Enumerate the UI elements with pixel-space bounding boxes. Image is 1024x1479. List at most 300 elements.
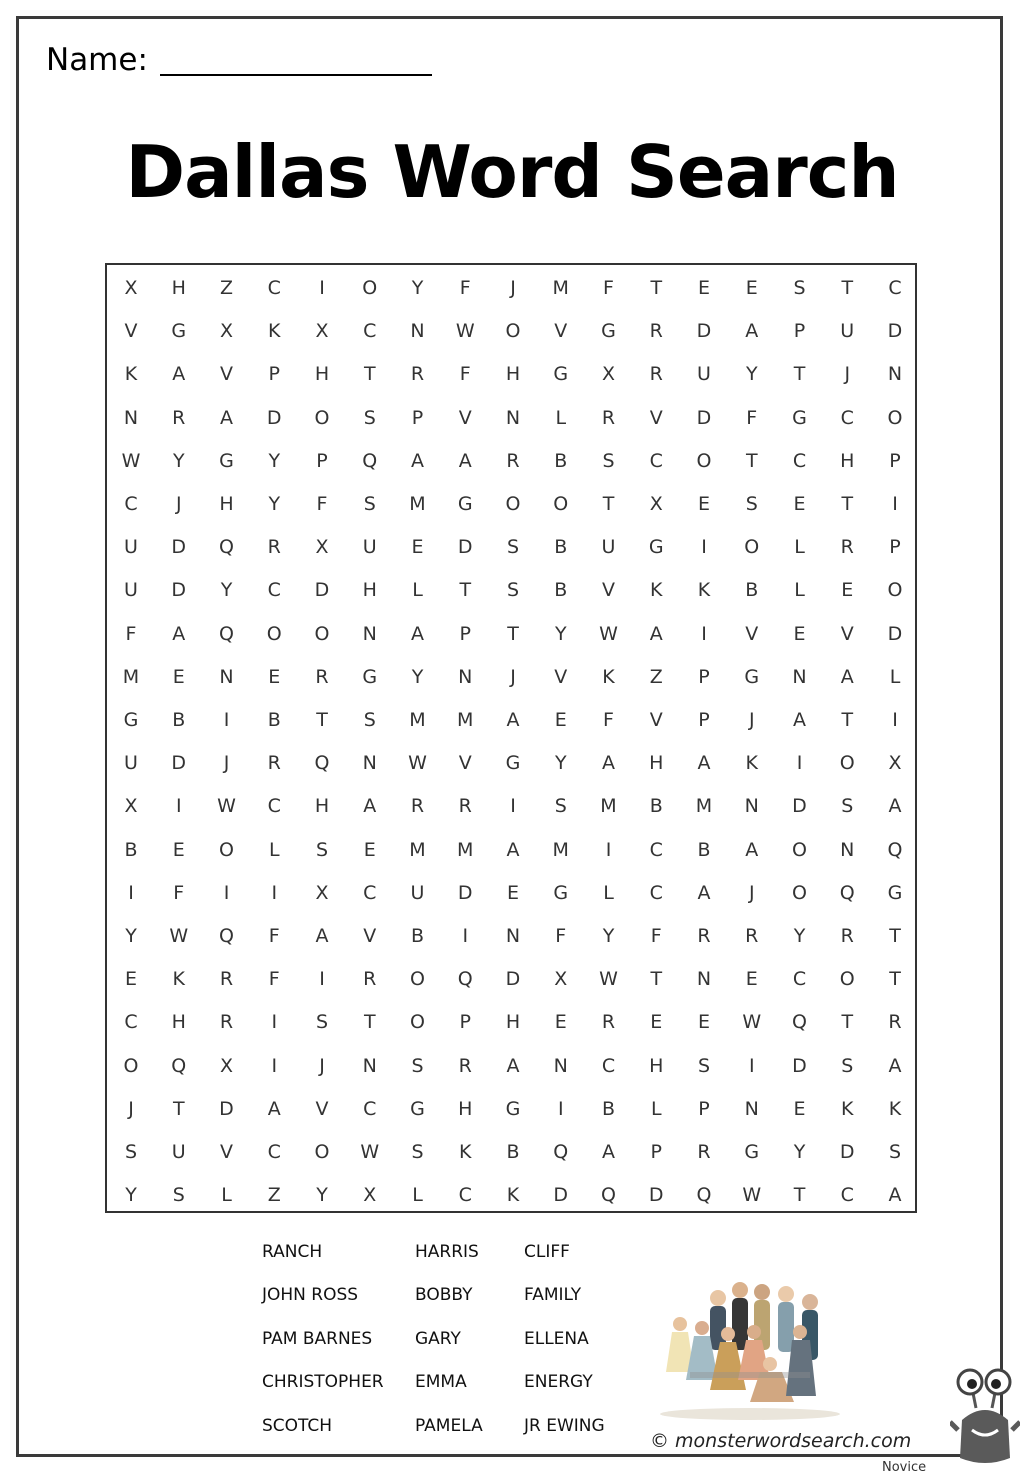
grid-letter[interactable]: S [124,1141,138,1163]
grid-letter[interactable]: K [506,1184,520,1207]
grid-letter[interactable]: A [220,406,233,429]
grid-letter[interactable]: W [599,622,618,645]
grid-letter[interactable]: P [698,1097,710,1120]
grid-letter[interactable]: S [411,1054,424,1077]
grid-letter[interactable]: Y [554,622,567,645]
grid-letter[interactable]: A [649,622,663,645]
grid-letter[interactable]: V [649,709,663,731]
grid-letter[interactable]: K [602,665,615,688]
grid-letter[interactable]: E [745,968,758,991]
grid-letter[interactable]: P [411,406,424,429]
grid-letter[interactable]: T [316,709,328,731]
grid-letter[interactable]: V [649,406,663,429]
grid-letter[interactable]: R [697,925,711,947]
grid-letter[interactable]: I [748,1054,755,1077]
grid-letter[interactable]: Q [553,1141,569,1163]
grid-letter[interactable]: O [219,838,234,861]
grid-letter[interactable]: H [505,1011,521,1034]
grid-letter[interactable]: A [697,752,711,775]
grid-letter[interactable]: R [315,665,329,688]
grid-letter[interactable]: A [506,709,520,731]
grid-letter[interactable]: Y [602,925,615,947]
grid-letter[interactable]: S [602,449,615,472]
grid-letter[interactable]: I [892,709,898,731]
grid-letter[interactable]: W [217,795,236,818]
grid-letter[interactable]: C [792,968,807,991]
grid-letter[interactable]: S [363,493,376,515]
grid-letter[interactable]: H [362,579,377,602]
grid-letter[interactable]: Q [219,925,234,947]
grid-letter[interactable]: H [505,363,521,386]
grid-letter[interactable]: P [793,320,806,343]
grid-letter[interactable]: A [267,1097,281,1120]
grid-letter[interactable]: M [122,665,140,688]
grid-letter[interactable]: Y [411,665,424,688]
grid-letter[interactable]: R [601,406,616,429]
grid-letter[interactable]: G [219,449,234,472]
grid-letter[interactable]: G [744,665,760,688]
grid-letter[interactable]: B [267,709,281,731]
grid-letter[interactable]: J [223,752,230,775]
grid-letter[interactable]: N [887,363,903,386]
grid-letter[interactable]: I [462,925,469,947]
grid-letter[interactable]: E [172,665,185,688]
grid-letter[interactable]: O [410,1011,425,1034]
grid-letter[interactable]: G [505,752,521,775]
grid-letter[interactable]: D [792,795,807,818]
grid-letter[interactable]: D [457,881,473,904]
grid-letter[interactable]: D [457,536,473,559]
grid-letter[interactable]: N [792,665,807,688]
grid-letter[interactable]: J [844,363,851,386]
grid-letter[interactable]: O [410,968,425,991]
grid-letter[interactable]: O [744,536,760,559]
grid-letter[interactable]: M [695,795,713,818]
grid-letter[interactable]: T [650,277,663,299]
grid-letter[interactable]: Q [696,1184,712,1207]
grid-letter[interactable]: P [889,536,901,559]
grid-letter[interactable]: C [792,449,807,472]
grid-letter[interactable]: G [457,493,473,515]
grid-letter[interactable]: C [363,1097,377,1120]
grid-letter[interactable]: J [748,709,755,731]
grid-letter[interactable]: Z [219,277,234,299]
grid-letter[interactable]: O [123,1054,139,1077]
grid-letter[interactable]: G [887,881,903,904]
grid-letter[interactable]: R [697,1141,711,1163]
grid-letter[interactable]: P [459,1011,471,1034]
grid-letter[interactable]: X [315,536,329,559]
grid-letter[interactable]: F [173,881,185,904]
grid-letter[interactable]: P [650,1141,662,1163]
grid-letter[interactable]: B [506,1141,520,1163]
grid-letter[interactable]: O [314,622,330,645]
grid-letter[interactable]: N [362,1054,377,1077]
grid-letter[interactable]: A [458,449,472,472]
grid-letter[interactable]: H [171,1011,186,1034]
grid-letter[interactable]: V [745,622,759,645]
grid-letter[interactable]: G [792,406,807,429]
grid-letter[interactable]: P [698,709,710,731]
grid-letter[interactable]: T [793,1184,806,1207]
grid-letter[interactable]: D [696,406,712,429]
grid-letter[interactable]: N [458,665,473,688]
grid-letter[interactable]: U [697,363,711,386]
grid-letter[interactable]: C [458,1184,472,1207]
grid-letter[interactable]: C [649,449,663,472]
grid-letter[interactable]: D [314,579,330,602]
grid-letter[interactable]: I [271,1054,278,1077]
grid-letter[interactable]: A [840,665,854,688]
grid-letter[interactable]: E [697,1011,710,1034]
grid-letter[interactable]: K [172,968,185,991]
grid-letter[interactable]: S [315,838,329,861]
grid-letter[interactable]: A [888,1054,902,1077]
grid-letter[interactable]: G [505,1097,521,1120]
grid-letter[interactable]: D [792,1054,807,1077]
grid-letter[interactable]: V [220,1141,233,1163]
grid-letter[interactable]: L [794,579,805,602]
grid-letter[interactable]: P [316,449,328,472]
grid-letter[interactable]: A [793,709,806,731]
grid-letter[interactable]: A [602,1141,615,1163]
grid-letter[interactable]: T [172,1097,185,1120]
grid-letter[interactable]: N [362,622,377,645]
grid-letter[interactable]: A [363,795,377,818]
grid-letter[interactable]: F [125,622,137,645]
grid-letter[interactable]: E [745,277,758,299]
grid-letter[interactable]: Y [125,925,137,947]
grid-letter[interactable]: M [552,277,569,299]
grid-letter[interactable]: Y [268,493,281,515]
grid-letter[interactable]: S [745,493,758,515]
grid-letter[interactable]: A [172,363,186,386]
grid-letter[interactable]: H [314,363,330,386]
grid-letter[interactable]: E [554,1011,567,1034]
grid-letter[interactable]: U [601,536,616,559]
grid-letter[interactable]: E [793,622,806,645]
grid-letter[interactable]: W [742,1184,762,1207]
grid-letter[interactable]: I [319,968,325,991]
grid-letter[interactable]: N [744,1097,759,1120]
grid-letter[interactable]: R [219,968,234,991]
grid-letter[interactable]: E [124,968,137,991]
grid-letter[interactable]: T [602,493,615,515]
grid-letter[interactable]: W [169,925,189,947]
grid-letter[interactable]: J [748,881,755,904]
grid-letter[interactable]: J [510,277,516,299]
grid-letter[interactable]: V [458,752,472,775]
grid-letter[interactable]: R [888,1011,902,1034]
grid-letter[interactable]: R [649,320,663,343]
grid-letter[interactable]: O [314,406,330,429]
grid-letter[interactable]: K [268,320,281,343]
grid-letter[interactable]: B [601,1097,616,1120]
grid-letter[interactable]: X [554,968,568,991]
grid-letter[interactable]: I [510,795,516,818]
grid-letter[interactable]: S [697,1054,711,1077]
grid-letter[interactable]: W [121,449,141,472]
grid-letter[interactable]: B [410,925,425,947]
grid-letter[interactable]: L [889,665,901,688]
grid-letter[interactable]: B [554,449,568,472]
grid-letter[interactable]: A [411,449,424,472]
grid-letter[interactable]: A [745,320,759,343]
grid-letter[interactable]: Q [601,1184,616,1207]
grid-letter[interactable]: A [411,622,424,645]
grid-letter[interactable]: R [410,795,425,818]
grid-letter[interactable]: R [267,536,281,559]
grid-letter[interactable]: O [696,449,712,472]
grid-letter[interactable]: T [459,579,472,602]
grid-letter[interactable]: I [223,881,230,904]
grid-letter[interactable]: U [171,1141,186,1163]
grid-letter[interactable]: Y [411,277,424,299]
grid-letter[interactable]: I [223,709,230,731]
grid-letter[interactable]: X [124,795,138,818]
grid-letter[interactable]: A [602,752,615,775]
grid-letter[interactable]: C [601,1054,616,1077]
grid-letter[interactable]: E [411,536,424,559]
grid-letter[interactable]: Y [793,925,806,947]
grid-letter[interactable]: R [172,406,186,429]
grid-letter[interactable]: C [267,579,281,602]
grid-letter[interactable]: E [650,1011,663,1034]
grid-letter[interactable]: A [888,795,902,818]
grid-letter[interactable]: X [219,1054,234,1077]
grid-letter[interactable]: S [888,1141,902,1163]
grid-letter[interactable]: A [697,881,711,904]
grid-letter[interactable]: H [840,449,855,472]
grid-letter[interactable]: C [267,277,281,299]
grid-letter[interactable]: S [363,406,376,429]
grid-letter[interactable]: B [124,838,138,861]
grid-letter[interactable]: A [172,622,186,645]
grid-letter[interactable]: T [650,968,663,991]
grid-letter[interactable]: T [841,709,854,731]
grid-letter[interactable]: J [128,1097,134,1120]
grid-letter[interactable]: U [124,752,138,775]
grid-letter[interactable]: H [171,277,186,299]
grid-letter[interactable]: H [649,1054,664,1077]
grid-letter[interactable]: T [363,1011,376,1034]
grid-letter[interactable]: C [267,1141,281,1163]
grid-letter[interactable]: Q [839,881,855,904]
grid-letter[interactable]: Z [649,665,663,688]
grid-letter[interactable]: E [363,838,376,861]
grid-letter[interactable]: M [457,838,474,861]
grid-letter[interactable]: I [892,493,898,515]
grid-letter[interactable]: R [458,1054,472,1077]
grid-letter[interactable]: F [459,363,471,386]
grid-letter[interactable]: Q [171,1054,187,1077]
grid-letter[interactable]: X [315,320,329,343]
grid-letter[interactable]: Y [316,1184,328,1207]
grid-letter[interactable]: V [458,406,472,429]
grid-letter[interactable]: R [410,363,425,386]
grid-letter[interactable]: A [745,838,759,861]
grid-letter[interactable]: Q [219,536,234,559]
grid-letter[interactable]: G [553,363,569,386]
grid-letter[interactable]: O [314,1141,330,1163]
grid-letter[interactable]: U [410,881,425,904]
grid-letter[interactable]: E [697,277,710,299]
grid-letter[interactable]: Q [887,838,903,861]
grid-letter[interactable]: D [648,1184,664,1207]
grid-letter[interactable]: U [362,536,377,559]
grid-letter[interactable]: S [554,795,567,818]
grid-letter[interactable]: F [268,968,280,991]
grid-letter[interactable]: R [267,752,281,775]
grid-letter[interactable]: I [605,838,612,861]
grid-letter[interactable]: Y [172,449,185,472]
grid-letter[interactable]: U [124,536,138,559]
grid-letter[interactable]: F [650,925,662,947]
grid-letter[interactable]: G [553,881,569,904]
grid-letter[interactable]: G [648,536,664,559]
grid-letter[interactable]: Q [314,752,330,775]
grid-letter[interactable]: G [123,709,139,731]
grid-letter[interactable]: R [506,449,520,472]
grid-letter[interactable]: S [363,709,376,731]
grid-letter[interactable]: I [796,752,803,775]
grid-letter[interactable]: C [363,881,377,904]
grid-letter[interactable]: N [696,968,712,991]
grid-letter[interactable]: N [744,795,759,818]
grid-letter[interactable]: A [506,1054,520,1077]
grid-letter[interactable]: G [362,665,378,688]
grid-letter[interactable]: L [603,881,614,904]
grid-letter[interactable]: C [124,493,138,515]
grid-letter[interactable]: W [408,752,427,775]
grid-letter[interactable]: V [554,665,568,688]
grid-letter[interactable]: K [841,1097,854,1120]
grid-letter[interactable]: X [315,881,329,904]
grid-letter[interactable]: F [268,925,280,947]
grid-letter[interactable]: T [363,363,376,386]
grid-letter[interactable]: P [698,665,710,688]
grid-letter[interactable]: O [887,406,903,429]
grid-letter[interactable]: C [267,795,281,818]
grid-letter[interactable]: G [601,320,616,343]
grid-letter[interactable]: Q [457,968,473,991]
grid-letter[interactable]: S [841,1054,854,1077]
grid-letter[interactable]: B [697,838,711,861]
grid-letter[interactable]: J [175,493,182,515]
grid-letter[interactable]: S [172,1184,185,1207]
grid-letter[interactable]: U [124,579,138,602]
grid-letter[interactable]: O [505,320,521,343]
grid-letter[interactable]: G [171,320,187,343]
grid-letter[interactable]: R [745,925,759,947]
grid-letter[interactable]: E [793,1097,806,1120]
grid-letter[interactable]: X [219,320,234,343]
grid-letter[interactable]: H [219,493,234,515]
grid-letter[interactable]: N [123,406,139,429]
grid-letter[interactable]: P [889,449,901,472]
grid-letter[interactable]: D [839,1141,855,1163]
grid-letter[interactable]: M [552,838,569,861]
grid-letter[interactable]: A [888,1184,902,1207]
grid-letter[interactable]: D [887,622,903,645]
grid-letter[interactable]: Y [793,1141,806,1163]
grid-letter[interactable]: I [701,536,707,559]
grid-letter[interactable]: O [792,881,807,904]
grid-letter[interactable]: D [505,968,521,991]
name-write-line[interactable] [160,40,432,76]
grid-letter[interactable]: K [745,752,758,775]
grid-letter[interactable]: L [412,1184,423,1207]
grid-letter[interactable]: S [315,1011,329,1034]
grid-letter[interactable]: K [697,579,711,602]
grid-letter[interactable]: I [175,795,182,818]
grid-letter[interactable]: V [363,925,377,947]
grid-letter[interactable]: V [840,622,854,645]
grid-letter[interactable]: X [363,1184,377,1207]
grid-letter[interactable]: A [315,925,329,947]
grid-letter[interactable]: G [744,1141,760,1163]
grid-letter[interactable]: N [505,925,521,947]
grid-letter[interactable]: X [888,752,902,775]
grid-letter[interactable]: M [600,795,617,818]
grid-letter[interactable]: W [599,968,618,991]
grid-letter[interactable]: D [696,320,712,343]
grid-letter[interactable]: D [266,406,282,429]
grid-letter[interactable]: U [840,320,855,343]
grid-letter[interactable]: E [172,838,185,861]
grid-letter[interactable]: M [457,709,474,731]
grid-letter[interactable]: A [506,838,520,861]
grid-letter[interactable]: N [553,1054,568,1077]
grid-letter[interactable]: O [362,277,378,299]
grid-letter[interactable]: B [649,795,663,818]
grid-letter[interactable]: D [171,536,187,559]
grid-letter[interactable]: S [506,536,520,559]
grid-letter[interactable]: C [649,881,663,904]
grid-letter[interactable]: R [219,1011,234,1034]
grid-letter[interactable]: F [603,277,614,299]
grid-letter[interactable]: W [742,1011,762,1034]
grid-letter[interactable]: T [841,277,854,299]
grid-letter[interactable]: E [793,493,806,515]
grid-letter[interactable]: V [220,363,233,386]
grid-letter[interactable]: X [601,363,616,386]
grid-letter[interactable]: X [124,277,138,299]
grid-letter[interactable]: S [841,795,854,818]
grid-letter[interactable]: E [841,579,854,602]
grid-letter[interactable]: C [888,277,902,299]
grid-letter[interactable]: S [506,579,520,602]
grid-letter[interactable]: W [360,1141,380,1163]
grid-letter[interactable]: V [602,579,615,602]
grid-letter[interactable]: O [839,968,855,991]
grid-letter[interactable]: I [271,881,278,904]
grid-letter[interactable]: V [554,320,568,343]
grid-letter[interactable]: R [649,363,663,386]
grid-letter[interactable]: C [840,1184,854,1207]
grid-letter[interactable]: Y [745,363,758,386]
grid-letter[interactable]: P [459,622,471,645]
grid-letter[interactable]: X [649,493,663,515]
grid-letter[interactable]: G [410,1097,425,1120]
grid-letter[interactable]: H [458,1097,473,1120]
grid-letter[interactable]: O [266,622,282,645]
grid-letter[interactable]: C [124,1011,138,1034]
grid-letter[interactable]: N [362,752,377,775]
grid-letter[interactable]: L [221,1184,232,1207]
grid-letter[interactable]: I [271,1011,278,1034]
grid-letter[interactable]: N [219,665,234,688]
